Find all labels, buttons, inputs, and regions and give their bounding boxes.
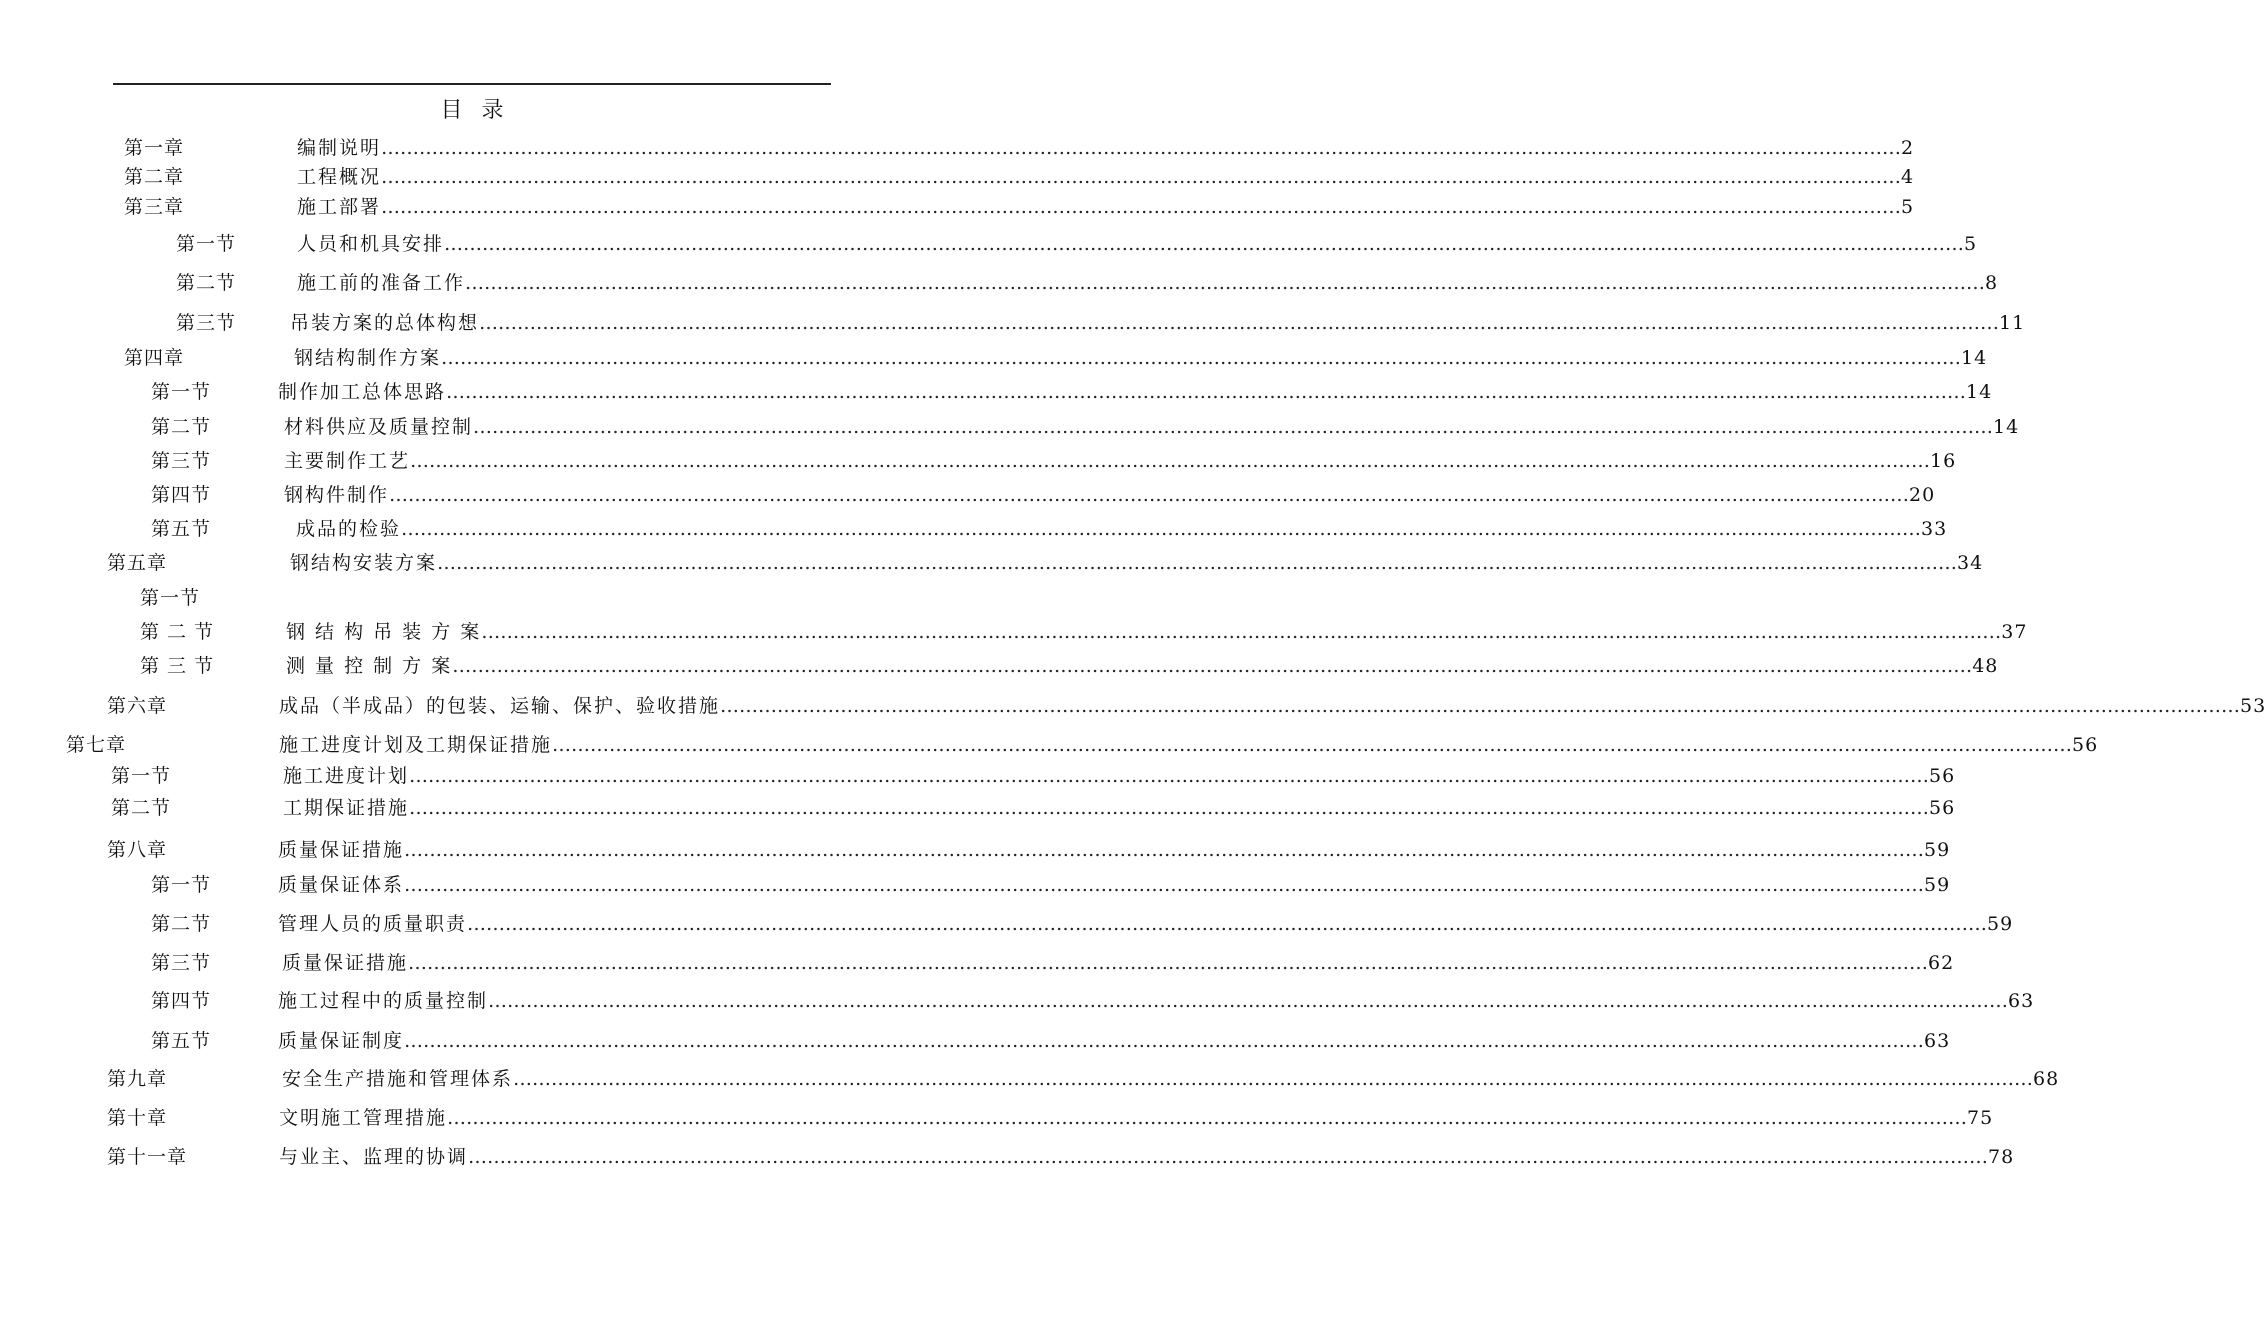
toc-entry-label: 第二节 (151, 416, 212, 438)
toc-entry-page: 2 (1901, 137, 1915, 159)
toc-entry-label: 第一章 (124, 137, 185, 159)
toc-leader-dots: …………………………………………………………………………………………………………………………………………………………………………………………………………………… (381, 166, 1902, 188)
toc-entry-line (283, 795, 1956, 821)
toc-entry (0, 270, 1999, 296)
toc-entry-page: 14 (1961, 347, 1988, 369)
toc-entry-page: 62 (1928, 952, 1955, 974)
toc-entry-title: 主要制作工艺 (284, 450, 411, 472)
toc-entry (0, 164, 1915, 190)
toc-leader-dots: …………………………………………………………………………………………………………………………………………………………………………………………………………………… (552, 734, 2073, 756)
toc-entry-page: 11 (1999, 312, 2026, 334)
toc-entry (0, 1144, 2015, 1170)
toc-entry (0, 310, 2026, 336)
toc-leader-dots: …………………………………………………………………………………………………………………………………………………………………………………………………………………… (452, 655, 1973, 677)
toc-leader-dots: …………………………………………………………………………………………………………………………………………………………………………………………………………………… (404, 1030, 1925, 1052)
toc-entry (0, 414, 2020, 440)
toc-entry-title: 编制说明 (297, 137, 382, 159)
header-rule (113, 83, 831, 85)
toc-entry-line (297, 135, 1915, 161)
toc-entry-line (278, 911, 2014, 937)
toc-entry-label: 第十一章 (107, 1146, 188, 1168)
toc-entry-label: 第二节 (151, 913, 212, 935)
toc-entry-title: 质量保证制度 (278, 1030, 405, 1052)
toc-entry (0, 550, 1984, 576)
toc-entry-page: 5 (1901, 196, 1915, 218)
toc-entry-label: 第二章 (124, 166, 185, 188)
toc-entry (0, 1105, 1994, 1131)
toc-entry-page: 14 (1993, 416, 2020, 438)
toc-entry-title: 钢结构制作方案 (294, 347, 442, 369)
toc-entry-label: 第七章 (66, 734, 127, 756)
toc-entry-page: 56 (1929, 797, 1956, 819)
toc-entry-label: 第九章 (107, 1068, 168, 1090)
toc-entry-page: 59 (1924, 874, 1951, 896)
toc-entry-label: 第四章 (124, 347, 185, 369)
toc-entry (0, 1028, 1951, 1054)
toc-entry-line (286, 653, 1999, 679)
toc-entry-label: 第一节 (151, 381, 212, 403)
toc-entry-page: 33 (1921, 518, 1948, 540)
toc-entry-title: 质量保证措施 (278, 839, 405, 861)
toc-entry-line (297, 270, 1999, 296)
toc-entry-page: 59 (1987, 913, 2014, 935)
toc-entry-line (286, 619, 2028, 645)
toc-leader-dots: …………………………………………………………………………………………………………………………………………………………………………………………………………………… (479, 312, 2000, 334)
toc-entry-label: 第三节 (151, 952, 212, 974)
toc-entry (0, 482, 1936, 508)
toc-entry-title: 施工部署 (297, 196, 382, 218)
toc-entry (0, 1066, 2060, 1092)
toc-entry-title: 质量保证措施 (282, 952, 409, 974)
toc-entry-label: 第一节 (111, 765, 172, 787)
toc-entry (0, 619, 2028, 645)
toc-entry-page: 53 (2240, 695, 2266, 717)
toc-entry-line (279, 732, 2099, 758)
toc-entry (0, 379, 1993, 405)
toc-entry-label: 第五节 (151, 1030, 212, 1052)
toc-entry-page: 8 (1985, 272, 1999, 294)
toc-entry (0, 950, 1955, 976)
toc-leader-dots: …………………………………………………………………………………………………………………………………………………………………………………………………………………… (513, 1068, 2034, 1090)
toc-entry-page: 5 (1964, 233, 1978, 255)
toc-entry-label: 第二节 (111, 797, 172, 819)
toc-entry-line (297, 194, 1915, 220)
toc-entry (0, 763, 1956, 789)
toc-entry-title: 工程概况 (297, 166, 382, 188)
toc-entry (0, 872, 1951, 898)
toc-leader-dots: …………………………………………………………………………………………………………………………………………………………………………………………………………………… (389, 484, 1910, 506)
toc-title: 目 录 (440, 98, 510, 123)
toc-entry-page: 37 (2001, 621, 2028, 643)
toc-leader-dots: …………………………………………………………………………………………………………………………………………………………………………………………………………………… (444, 233, 1965, 255)
toc-entry-title: 吊装方案的总体构想 (290, 312, 480, 334)
toc-entry-title: 施工前的准备工作 (297, 272, 466, 294)
toc-entry-page: 78 (1988, 1146, 2015, 1168)
toc-entry-line (294, 345, 1988, 371)
toc-entry-label: 第二节 (176, 272, 237, 294)
toc-leader-dots: …………………………………………………………………………………………………………………………………………………………………………………………………………………… (404, 839, 1925, 861)
toc-entry (0, 988, 2035, 1014)
toc-entry (0, 837, 1951, 863)
toc-leader-dots: …………………………………………………………………………………………………………………………………………………………………………………………………………………… (409, 797, 1930, 819)
toc-entry-label: 第十章 (107, 1107, 168, 1129)
toc-entry (0, 911, 2014, 937)
toc-entry-page: 63 (2008, 990, 2035, 1012)
toc-entry-title: 管理人员的质量职责 (278, 913, 468, 935)
toc-entry-title: 安全生产措施和管理体系 (282, 1068, 514, 1090)
toc-entry-line (279, 1105, 1994, 1131)
toc-entry-title: 施工进度计划 (283, 765, 410, 787)
toc-entry-label: 第 三 节 (140, 655, 215, 677)
toc-leader-dots: …………………………………………………………………………………………………………………………………………………………………………………………………………………… (473, 416, 1994, 438)
toc-entry (0, 653, 1999, 679)
toc-entry-line (278, 837, 1951, 863)
toc-entry-title: 制作加工总体思路 (278, 381, 447, 403)
toc-entry-title: 测 量 控 制 方 案 (286, 655, 453, 677)
toc-entry-label: 第四节 (151, 990, 212, 1012)
toc-entry-line (297, 231, 1978, 257)
toc-entry-page: 75 (1967, 1107, 1994, 1129)
toc-entry-title: 工期保证措施 (283, 797, 410, 819)
toc-leader-dots: …………………………………………………………………………………………………………………………………………………………………………………………………………………… (467, 913, 1988, 935)
toc-entry-title: 文明施工管理措施 (279, 1107, 448, 1129)
toc-leader-dots: …………………………………………………………………………………………………………………………………………………………………………………………………………………… (488, 990, 2009, 1012)
toc-entry-label: 第一节 (176, 233, 237, 255)
toc-entry-page: 16 (1930, 450, 1957, 472)
toc-entry (0, 795, 1956, 821)
toc-entry-line (282, 1066, 2060, 1092)
toc-entry-page: 20 (1909, 484, 1936, 506)
toc-entry-title: 钢构件制作 (284, 484, 390, 506)
toc-entry (0, 231, 1978, 257)
toc-entry-page: 14 (1966, 381, 1993, 403)
toc-entry-label: 第三章 (124, 196, 185, 218)
toc-entry-title: 施工过程中的质量控制 (278, 990, 489, 1012)
toc-leader-dots: …………………………………………………………………………………………………………………………………………………………………………………………………………………… (381, 196, 1902, 218)
toc-entry-label: 第 二 节 (140, 621, 215, 643)
toc-entry-label: 第一节 (140, 587, 201, 609)
toc-leader-dots: …………………………………………………………………………………………………………………………………………………………………………………………………………………… (447, 1107, 1968, 1129)
toc-entry-line (284, 482, 1936, 508)
toc-entry-title: 钢 结 构 吊 装 方 案 (286, 621, 482, 643)
toc-entry (0, 585, 950, 611)
toc-leader-dots: …………………………………………………………………………………………………………………………………………………………………………………………………………………… (441, 347, 1962, 369)
toc-leader-dots: …………………………………………………………………………………………………………………………………………………………………………………………………………………… (468, 1146, 1989, 1168)
toc-entry-label: 第五节 (151, 518, 212, 540)
toc-entry (0, 448, 1957, 474)
toc-entry-page: 56 (2072, 734, 2099, 756)
toc-entry-title: 质量保证体系 (278, 874, 405, 896)
toc-leader-dots: …………………………………………………………………………………………………………………………………………………………………………………………………………………… (446, 381, 1967, 403)
toc-entry-line (278, 379, 1993, 405)
toc-entry-title: 成品的检验 (296, 518, 402, 540)
toc-leader-dots: …………………………………………………………………………………………………………………………………………………………………………………………………………………… (381, 137, 1902, 159)
toc-entry-page: 63 (1924, 1030, 1951, 1052)
toc-entry-label: 第五章 (107, 552, 168, 574)
toc-entry (0, 135, 1915, 161)
toc-entry-label: 第三节 (151, 450, 212, 472)
toc-entry-line (282, 950, 1955, 976)
toc-leader-dots: …………………………………………………………………………………………………………………………………………………………………………………………………………………… (408, 952, 1929, 974)
toc-entry-title: 施工进度计划及工期保证措施 (279, 734, 553, 756)
toc-entry-line (279, 1144, 2015, 1170)
toc-entry (0, 516, 1948, 542)
toc-entry-title: 材料供应及质量控制 (284, 416, 474, 438)
toc-leader-dots: …………………………………………………………………………………………………………………………………………………………………………………………………………………… (437, 552, 1958, 574)
toc-entry-line (278, 872, 1951, 898)
toc-entry-page: 56 (1929, 765, 1956, 787)
toc-entry (0, 732, 2099, 758)
toc-entry-line (284, 414, 2020, 440)
toc-entry-page: 48 (1972, 655, 1999, 677)
toc-entry-label: 第三节 (176, 312, 237, 334)
toc-entry-line (278, 988, 2035, 1014)
toc-leader-dots: …………………………………………………………………………………………………………………………………………………………………………………………………………………… (465, 272, 1986, 294)
toc-entry-title: 人员和机具安排 (297, 233, 445, 255)
toc-entry-page: 34 (1957, 552, 1984, 574)
toc-entry-title: 钢结构安装方案 (290, 552, 438, 574)
toc-leader-dots: …………………………………………………………………………………………………………………………………………………………………………………………………………………… (404, 874, 1925, 896)
toc-entry-title: 与业主、监理的协调 (279, 1146, 469, 1168)
toc-entry-line (283, 763, 1956, 789)
toc-entry (0, 194, 1915, 220)
toc-entry-line (296, 516, 1948, 542)
toc-entry-page: 4 (1901, 166, 1915, 188)
toc-entry-label: 第一节 (151, 874, 212, 896)
toc-entry-line (297, 164, 1915, 190)
toc-entry-title: 成品（半成品）的包装、运输、保护、验收措施 (279, 695, 721, 717)
toc-entry-line (279, 693, 2266, 719)
toc-entry-line (290, 550, 1984, 576)
toc-entry-label: 第四节 (151, 484, 212, 506)
toc-entry-label: 第八章 (107, 839, 168, 861)
toc-entry-page: 59 (1924, 839, 1951, 861)
toc-entry-page: 68 (2033, 1068, 2060, 1090)
toc-leader-dots: …………………………………………………………………………………………………………………………………………………………………………………………………………………… (401, 518, 1922, 540)
toc-entry-line (290, 310, 2026, 336)
toc-entry-line (278, 1028, 1951, 1054)
toc-entry-label: 第六章 (107, 695, 168, 717)
toc-entry-line (284, 448, 1957, 474)
toc-leader-dots: …………………………………………………………………………………………………………………………………………………………………………………………………………………… (410, 450, 1931, 472)
toc-entry (0, 345, 1988, 371)
toc-entry (0, 693, 2266, 719)
toc-leader-dots: …………………………………………………………………………………………………………………………………………………………………………………………………………………… (720, 695, 2241, 717)
toc-leader-dots: …………………………………………………………………………………………………………………………………………………………………………………………………………………… (409, 765, 1930, 787)
toc-leader-dots: …………………………………………………………………………………………………………………………………………………………………………………………………………………… (481, 621, 2002, 643)
